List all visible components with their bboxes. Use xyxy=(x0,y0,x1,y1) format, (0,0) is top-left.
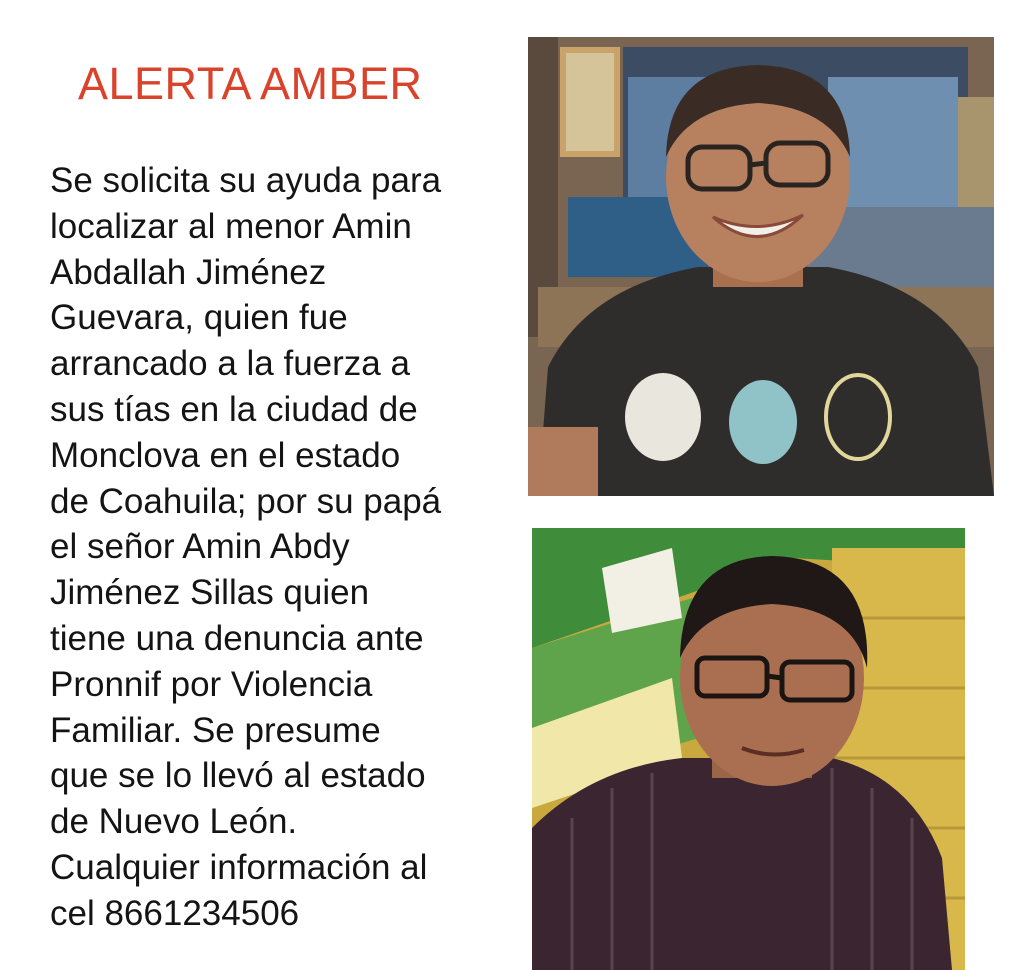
alert-body-text xyxy=(50,158,510,937)
body-line: sus tías en la ciudad de xyxy=(50,389,418,429)
body-line: Se solicita su ayuda para xyxy=(50,161,442,200)
body-line: Familiar. Se presume xyxy=(50,710,381,750)
father-photo xyxy=(532,528,965,970)
body-line: Pronnif por Violencia xyxy=(50,664,373,704)
body-line: Cualquier información al xyxy=(50,847,428,887)
body-line: que se lo llevó al estado xyxy=(50,756,426,796)
body-line: cel 8661234506 xyxy=(50,893,300,933)
father-illustration xyxy=(532,528,965,970)
body-line: Jiménez Sillas quien xyxy=(50,573,370,613)
alert-title: ALERTA AMBER xyxy=(78,58,423,109)
missing-child-photo xyxy=(528,37,994,496)
body-line: Monclova en el estado xyxy=(50,435,401,475)
body-line: de Coahuila; por su papá xyxy=(50,481,442,521)
body-line: localizar al menor Amin xyxy=(50,206,412,246)
body-line: Abdallah Jiménez xyxy=(50,252,327,292)
missing-child-illustration xyxy=(528,37,994,496)
body-line: arrancado a la fuerza a xyxy=(50,344,410,384)
body-line: Guevara, quien fue xyxy=(50,298,348,338)
body-line: de Nuevo León. xyxy=(50,802,298,842)
body-line: tiene una denuncia ante xyxy=(50,618,424,658)
body-line: el señor Amin Abdy xyxy=(50,527,350,567)
